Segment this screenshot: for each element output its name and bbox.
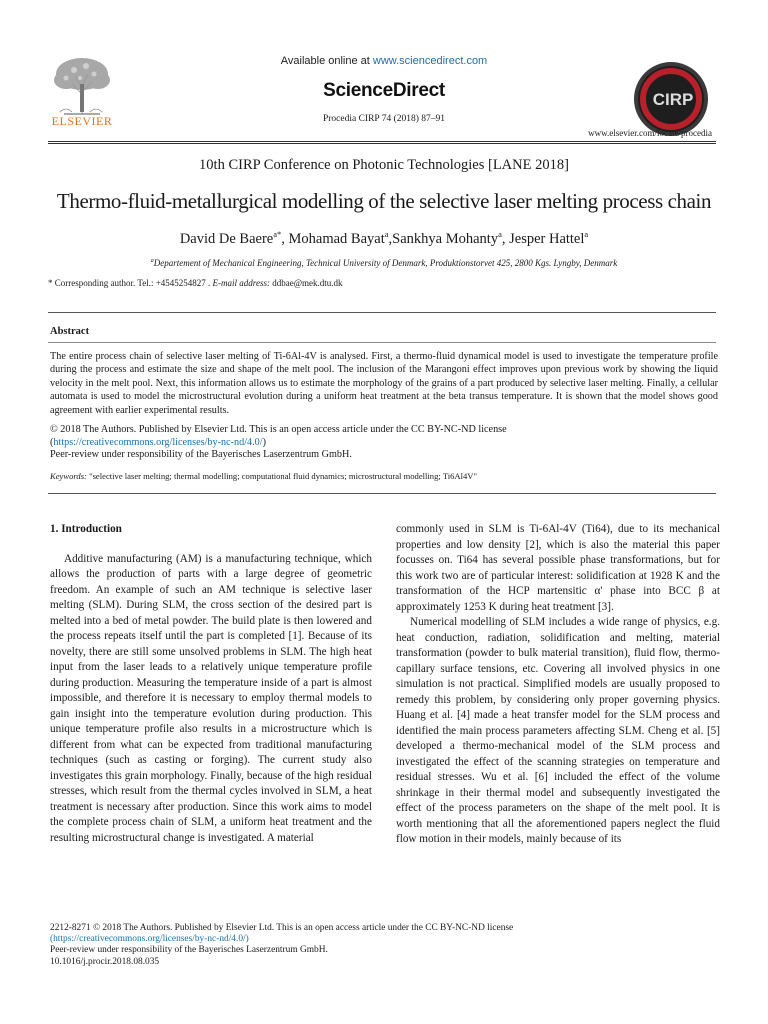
author-separator: , bbox=[281, 230, 289, 247]
affiliation-mark: a bbox=[150, 258, 154, 264]
email-label: E-mail address: bbox=[212, 278, 270, 288]
author-affiliation-mark: a bbox=[584, 229, 589, 239]
publisher-name: ELSEVIER bbox=[51, 114, 113, 128]
sciencedirect-link[interactable]: www.sciencedirect.com bbox=[372, 55, 488, 67]
right-column bbox=[396, 522, 720, 848]
page-footer bbox=[50, 923, 718, 968]
keywords-label: Keywords: bbox=[50, 471, 87, 481]
issn-line: 2212-8271 © 2018 The Authors. Published by Elsevier Ltd. This is an open access article under the CC BY-NC-ND license bbox=[50, 923, 514, 933]
keywords-list: "selective laser melting; thermal modelling; computational fluid dynamics; microstructural modelling; Ti6Al4V" bbox=[86, 471, 478, 481]
conference-name: 10th CIRP Conference on Photonic Technologies [LANE 2018] bbox=[199, 157, 569, 173]
author-separator: , bbox=[388, 230, 393, 247]
author-name: Sankhya Mohanty bbox=[392, 230, 499, 247]
cirp-logo bbox=[632, 60, 710, 138]
license-line: (https://creativecommons.org/licenses/by-nc-nd/4.0/) bbox=[50, 436, 266, 448]
sciencedirect-logo: ScienceDirect bbox=[323, 80, 445, 101]
author-affiliation-mark: a bbox=[498, 229, 502, 239]
doi[interactable]: 10.1016/j.procir.2018.08.035 bbox=[50, 956, 160, 967]
keywords-divider bbox=[48, 493, 716, 494]
journal-reference: Procedia CIRP 74 (2018) 87–91 bbox=[322, 114, 446, 124]
copyright-block bbox=[50, 424, 718, 462]
author-separator: , bbox=[501, 230, 510, 247]
left-column bbox=[50, 522, 372, 846]
author-list bbox=[0, 229, 768, 248]
body-paragraph: Additive manufacturing (AM) is a manufacturing technique, which allows the production of parts with a large degree of geometric freedom. An example of such an AM technique is selective laser melting (SLM). During SLM, the cross section of the desired part is melted into a bed of metal powder. The build plate is then lowered and the process repeats itself until the part is completed [1]. Because of its novelty, there are still some unsolved problems in SLM. The high heat input from the laser leads to a relatively unique temperature profile during production. Measuring the temperature inside of a part is almost impossible, and therefore it is necessary to employ thermal models to gain insight into the temperature evolution during production. This unique temperature profile also results in a microstructure which is different from what can be expected from traditional manufacturing techniques (such as casting or forging). The current study also investigates this grain morphology. Finally, because of the high residual stresses, which result from the thermal cycles involved in SLM, a heat treatment is necessary after production. Since this work aims to model the complete process chain of SLM, a uniform heat treatment and the resulting microstructural change is investigated. A material bbox=[50, 552, 372, 844]
abstract-text: The entire process chain of selective laser melting of Ti-6Al-4V is analysed. First, a thermo-fluid dynamical model is used to investigate the temperature profile during the process and estimate the size and shape of the melt pool. The inclusion of the Marangoni effect improves upon previous work by showing the liquid velocity in the melt pool. Next, this information allows us to estimate the morphology of the grains of a part produced by selective laser melting. Finally, a cellular automata is used to model the microstructural evolution during a uniform heat treatment at the beta transus temperature. It is shown that the model shows good agreement with earlier experimental results. bbox=[50, 351, 718, 416]
author-affiliation-mark: a bbox=[384, 229, 389, 239]
author-name: David De Baere bbox=[179, 230, 274, 247]
corresponding-contact: * Corresponding author. Tel.: +4545254827 . bbox=[48, 278, 213, 288]
body-paragraph: commonly used in SLM is Ti-6Al-4V (Ti64), due to its mechanical properties and low density [2], which is also the material this paper focusses on. Ti64 has several possible phase transformations, but for this work two are of particular interest: solidification at 1928 K and the transformation of the HCP martensitic α' phase into BCC β at approximately 1253 K during heat treatment [3]. bbox=[396, 523, 720, 613]
author-affiliation bbox=[0, 258, 768, 268]
copyright-line: © 2018 The Authors. Published by Elsevier Ltd. This is an open access article under the CC BY-NC-ND license bbox=[50, 424, 507, 435]
article-title: Thermo-fluid-metallurgical modelling of the selective laser melting process chain bbox=[56, 189, 712, 213]
footer-peer-review: Peer-review under responsibility of the Bayerisches Laserzentrum GmbH. bbox=[50, 945, 328, 956]
email-address[interactable]: ddbae@mek.dtu.dk bbox=[269, 278, 343, 288]
journal-url[interactable]: www.elsevier.com/locate/procedia bbox=[588, 128, 712, 138]
abstract-divider bbox=[48, 342, 716, 343]
header-divider bbox=[48, 141, 716, 142]
keywords bbox=[50, 471, 718, 481]
author-name: Jesper Hattel bbox=[509, 230, 585, 247]
abstract-divider bbox=[48, 312, 716, 313]
availability-prefix: Available online at bbox=[280, 55, 373, 67]
body-paragraph: Numerical modelling of SLM includes a wide range of physics, e.g. heat conduction, radiation, solidification and melting, material transformation (powder to bulk material transition), fluid flow, thermo-capillary surface tensions, etc. Covering all involved physics in one simulation is not practical. Simplified models are usually proposed to remedy this problem, by considering only proper governing physics. Huang et al. [4] made a heat transfer model for the SLM process and identified the main process parameters affecting SLM. Cheng et al. [5] developed a thermo-mechanical model of the SLM process and investigated the effect of the scanning strategies on temperature and residual stresses. Wu et al. [6] included the effect of the volume shrinkage in their thermal model and subsequently investigated the effect of the process parameters on the shape of the melt pool. It is worth mentioning that all the aforementioned papers neglect the fluid flow motion in their models, mainly because of its bbox=[396, 616, 720, 845]
license-link[interactable]: https://creativecommons.org/licenses/by-nc-nd/4.0/ bbox=[53, 436, 263, 448]
author-name: Mohamad Bayat bbox=[288, 230, 385, 247]
cirp-emblem-icon bbox=[632, 60, 710, 138]
affiliation-text: Departement of Mechanical Engineering, Technical University of Denmark, Produktionstorvet 425, 2800 Kgs. Lyngby, Denmark bbox=[153, 258, 618, 268]
abstract-heading: Abstract bbox=[50, 326, 90, 337]
cirp-logo-text: CIRP bbox=[652, 90, 694, 109]
footer-license-link[interactable]: (https://creativecommons.org/licenses/by-nc-nd/4.0/) bbox=[50, 934, 249, 945]
corresponding-author bbox=[48, 278, 342, 288]
header-divider bbox=[48, 143, 716, 144]
author-affiliation-mark: a* bbox=[273, 229, 282, 239]
peer-review-line: Peer-review under responsibility of the Bayerisches Laserzentrum GmbH. bbox=[50, 449, 352, 461]
section-heading: 1. Introduction bbox=[50, 523, 122, 535]
